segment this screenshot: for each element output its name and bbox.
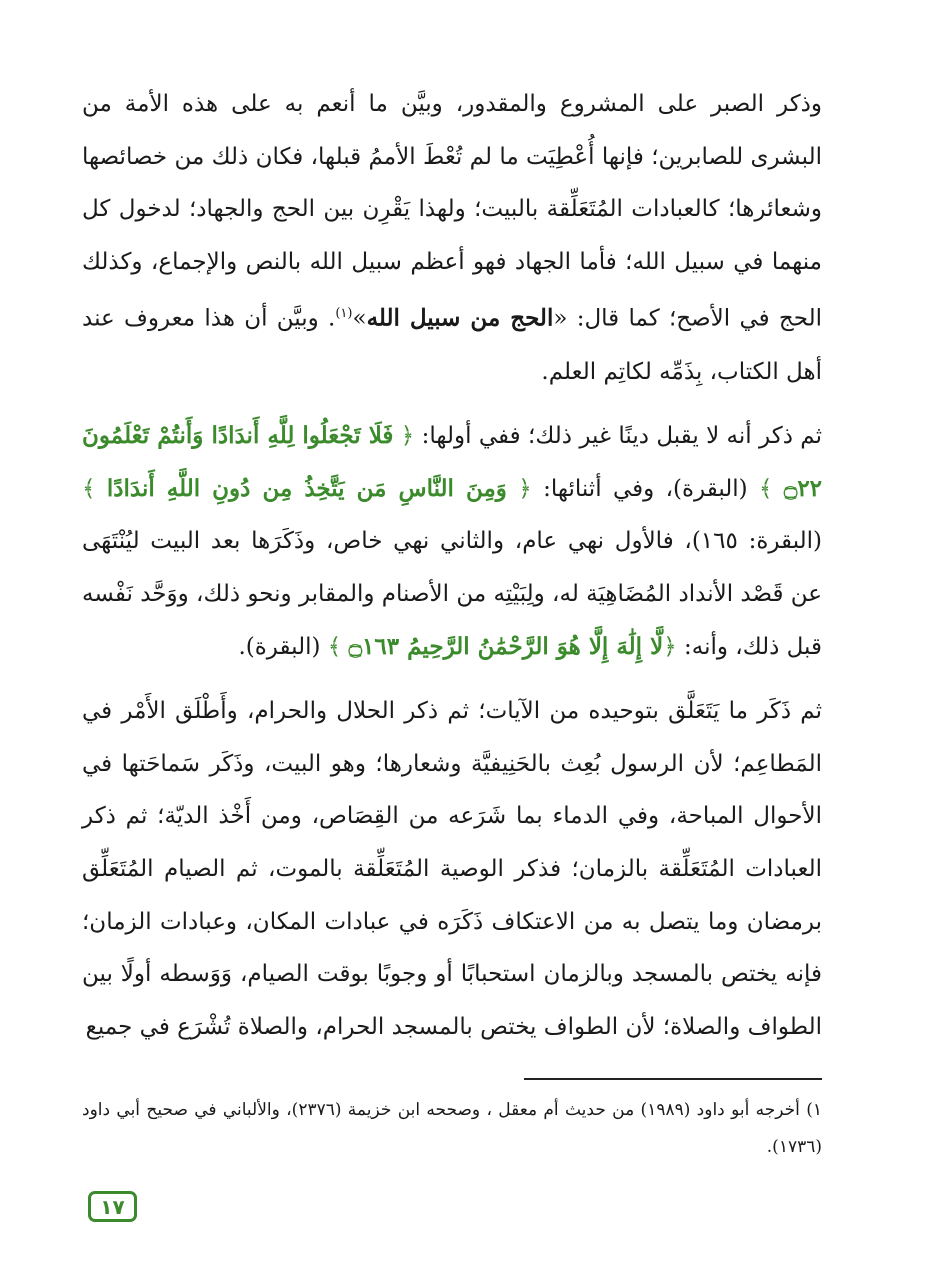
page-number-badge <box>88 1191 137 1222</box>
footnote-ref[interactable]: (١) <box>335 306 353 322</box>
quote-bold: الحج من سبيل الله <box>366 305 554 333</box>
paragraph-3-text: ثم ذَكَر ما يَتَعَلَّق بتوحيده من الآيات؛ ثم ذكر الحلال والحرام، وأَطْلَق الأَمْر في المَطاعِم؛ لأن الرسول بُعِث بالحَنِيفيَّة وشعارها؛ وهو البيت، وذَكَر سَماحَتها في الأحوال المباحة، وفي الدماء بما شَرَعه من القِصَاص، ومن أَخْذ الديّة؛ ثم ذكر العبادات المُتَعَلِّقة بالزمان؛ فذكر الوصية المُتَعَلِّقة بالموت، ثم الصيام المُتَعَلِّق برمضان وما يتصل به من الاعتكاف ذَكَرَه في عبادات المكان، وعبادات الزمان؛ فإنه يختص بالمسجد وبالزمان استحبابًا أو وجوبًا بوقت الصيام، وَوَسطه أولًا بين الطواف والصلاة؛ لأن الطواف يختص بالمسجد الحرام، والصلاة تُشْرَع في جميع <box>82 698 822 1040</box>
paragraph-2-text-c: (البقرة: ١٦٥)، فالأول نهي عام، والثاني نهي خاص، وذَكَرَها بعد البيت ليُنْتَهَى عن قَصْد الأنداد المُضَاهِيَة له، ولِبَيْتِه من الأصنام والمقابر ونحو ذلك، ووَحَّد نَفْسه قبل ذلك، وأنه: <box>82 528 823 660</box>
verse-open-bracket: ﴿ <box>518 475 532 502</box>
verse-open-bracket: ﴿ <box>663 633 677 660</box>
paragraph-1 <box>82 78 822 398</box>
verse-close-bracket: ﴾ <box>759 475 773 502</box>
paragraph-1-text-a: وذكر الصبر على المشروع والمقدور، وبيَّن ما أنعم به على هذه الأمة من البشرى للصابرين؛ فإنها أُعْطِيَت ما لم تُعْطَ الأممُ قبلها، فكان ذلك من خصائصها وشعائرها؛ كالعبادات المُتَعَلِّقة بالبيت؛ ولهذا يَقْرِن بين الحج والجهاد؛ لدخول كل منهما في سبيل الله؛ فأما الجهاد فهو أعظم سبيل الله بالنص والإجماع، وكذلك الحج في الأصح؛ كما قال: « <box>82 91 822 333</box>
verse-3: لَّا إِلَٰهَ إِلَّا هُوَ الرَّحْمَٰنُ الرَّحِيمُ ۝١٦٣ <box>348 632 664 660</box>
paragraph-2-text-a: ثم ذكر أنه لا يقبل دينًا غير ذلك؛ ففي أولها: <box>414 423 823 450</box>
page-number: ١٧ <box>100 1194 125 1219</box>
verse-2: وَمِنَ النَّاسِ مَن يَتَّخِذُ مِن دُونِ اللَّهِ أَندَادًا <box>106 474 507 502</box>
paragraph-3 <box>82 685 822 1053</box>
verse-close-bracket: ﴾ <box>327 633 342 660</box>
paragraph-1-text-b: » <box>352 306 367 333</box>
page-body <box>82 78 822 1065</box>
verse-open-bracket: ﴿ <box>400 423 415 450</box>
footnote-divider <box>524 1078 822 1080</box>
paragraph-1-text-c: . وبيَّن أن هذا معروف عند أهل الكتاب، بِذَمِّه لكاتِم العلم. <box>82 306 822 385</box>
paragraph-2 <box>82 410 822 673</box>
paragraph-2-text-b: (البقرة)، وفي أثنائها: <box>531 475 759 502</box>
verse-close-bracket: ﴾ <box>82 475 96 502</box>
footnote-text: ١) أخرجه أبو داود (١٩٨٩) من حديث أم معقل ، وصححه ابن خزيمة (٢٣٧٦)، والألباني في صحيح أبي داود (١٧٣٦). <box>82 1100 822 1157</box>
footnote <box>82 1092 822 1166</box>
verse-1: فَلَا تَجْعَلُوا لِلَّهِ أَندَادًا وَأَنتُمْ تَعْلَمُونَ ۝٢٢ <box>82 422 823 502</box>
paragraph-2-text-d: (البقرة). <box>238 633 328 660</box>
